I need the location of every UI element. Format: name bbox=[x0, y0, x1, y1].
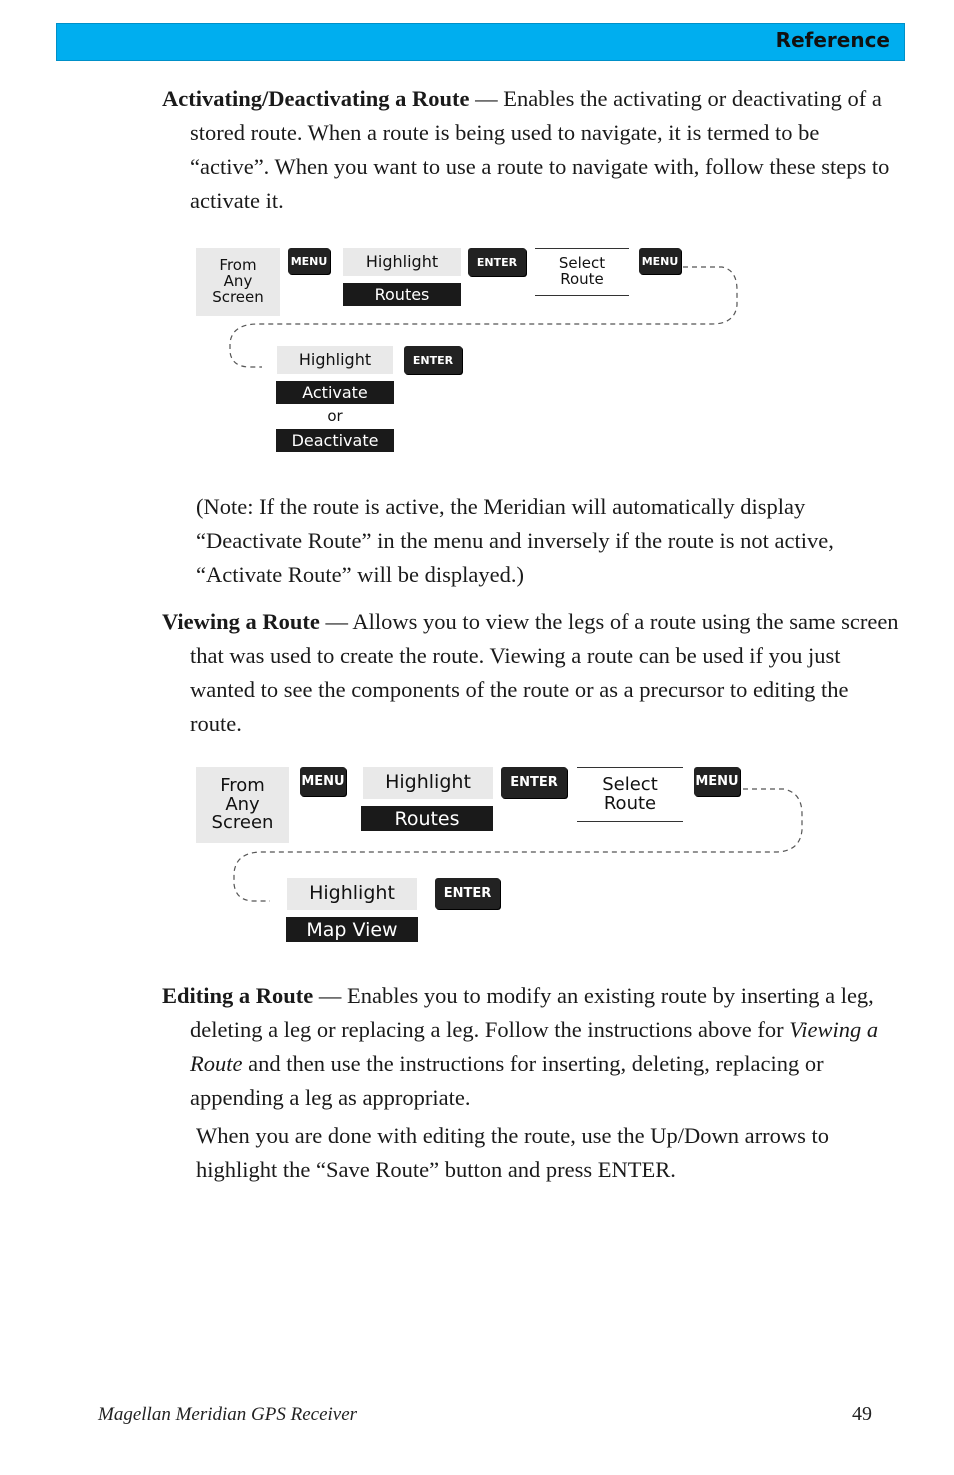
save-route-paragraph: When you are done with editing the route, use the Up/Down arrows to highlight the “Save Route” button and press ENTER. bbox=[196, 1123, 829, 1182]
menu-key: MENU bbox=[300, 767, 346, 796]
viewing-route-reference: Viewing a Route bbox=[190, 1017, 879, 1076]
activate-option: Activate bbox=[276, 381, 394, 404]
editing-route-paragraph bbox=[162, 979, 902, 1115]
editing-route-heading: Editing a Route bbox=[162, 983, 314, 1008]
routes-option: Routes bbox=[361, 806, 493, 831]
routes-option: Routes bbox=[343, 283, 461, 306]
highlight-label: Highlight bbox=[287, 878, 417, 910]
note-paragraph: (Note: If the route is active, the Meridian will automatically display “Deactivate Route” in the menu and inversely if the route is not active, “Activate Route” will be displayed.) bbox=[196, 494, 834, 587]
highlight-label: Highlight bbox=[277, 346, 393, 374]
select-route-box: Select Route bbox=[535, 248, 629, 296]
activate-route-heading: Activating/Deactivating a Route bbox=[162, 86, 470, 111]
highlight-label: Highlight bbox=[363, 767, 493, 799]
menu-key: MENU bbox=[639, 248, 681, 274]
activate-route-text: — Enables the activating or deactivating of a stored route. When a route is being used to navigate, it is termed to be “active”. When you want to use a route to navigate with, follow these steps to activate it. bbox=[190, 86, 890, 213]
or-label: or bbox=[327, 407, 343, 425]
editing-route-text-1: — Enables you to modify an existing route by inserting a leg, deleting a leg or replacing a leg. Follow the instructions above for bbox=[190, 983, 874, 1042]
enter-key: ENTER bbox=[404, 346, 462, 374]
menu-key: MENU bbox=[694, 767, 740, 796]
viewing-route-heading: Viewing a Route bbox=[162, 609, 320, 634]
enter-key: ENTER bbox=[435, 878, 500, 909]
page-number: 49 bbox=[852, 1403, 872, 1425]
from-any-screen-box: From Any Screen bbox=[196, 248, 280, 316]
highlight-label: Highlight bbox=[343, 248, 461, 276]
editing-route-text-2: and then use the instructions for inserting, deleting, replacing or appending a leg as appropriate. bbox=[190, 1051, 824, 1110]
enter-key: ENTER bbox=[501, 767, 567, 798]
section-title: Reference bbox=[775, 28, 890, 52]
deactivate-option: Deactivate bbox=[276, 429, 394, 452]
select-route-box: Select Route bbox=[577, 767, 683, 822]
enter-key: ENTER bbox=[468, 248, 526, 276]
footer-publication-title: Magellan Meridian GPS Receiver bbox=[98, 1404, 358, 1425]
menu-key: MENU bbox=[288, 248, 330, 274]
map-view-option: Map View bbox=[286, 917, 418, 942]
viewing-route-text: — Allows you to view the legs of a route using the same screen that was used to create the route. Viewing a route can be used if you just wanted to see the components of the route or as a precursor to editing the route. bbox=[190, 609, 899, 736]
from-any-screen-box: From Any Screen bbox=[196, 767, 289, 843]
